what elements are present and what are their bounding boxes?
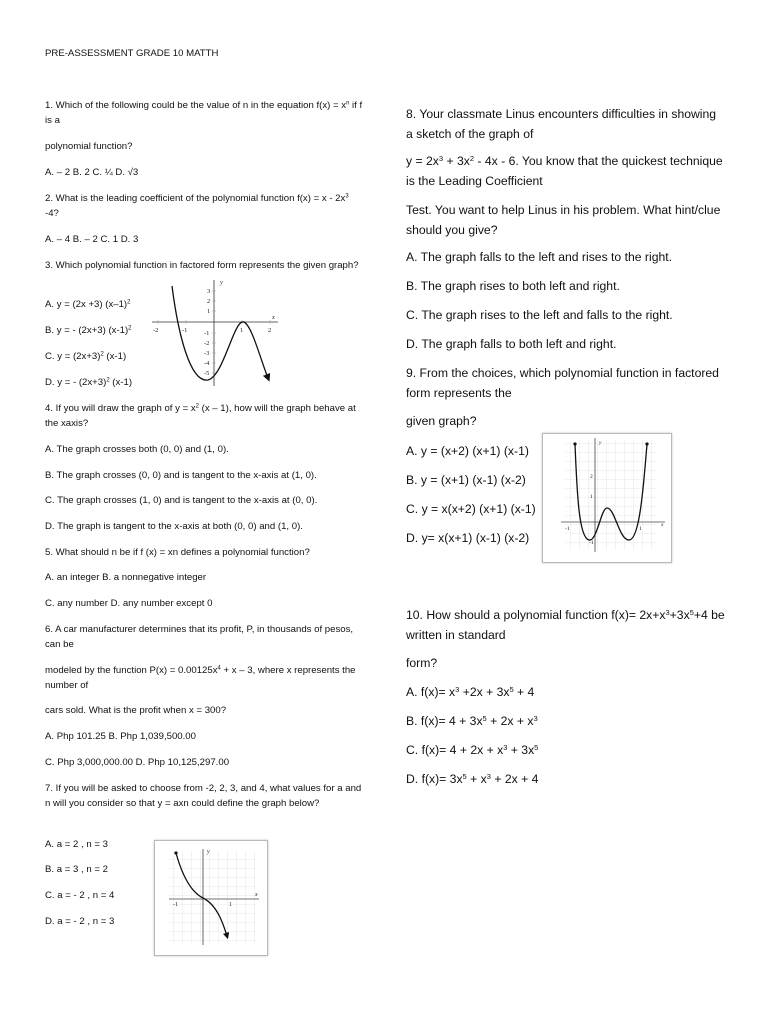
y-tick: -3 xyxy=(204,350,210,357)
q7-graph xyxy=(155,841,267,955)
y-tick: 1 xyxy=(590,494,593,500)
x-tick: -1 xyxy=(182,327,188,334)
q5-stem: 5. What should n be if f (x) = xn defines a polynomial function? xyxy=(45,547,310,558)
q10-choice-d: D. $f(x)= 3x^5 + x^3 + 2x + 4$ xyxy=(406,771,539,786)
q9-graph xyxy=(543,434,671,562)
q7-graph-frame xyxy=(154,840,268,956)
x-tick: 2 xyxy=(268,327,272,334)
q1-choices: A. – 2 B. 2 C. ¼ D. √3 xyxy=(45,167,139,178)
q7-choice-c: C. a = - 2 , n = 4 xyxy=(45,890,115,901)
q1-stem-cont: polynomial function? xyxy=(45,141,133,152)
q8-choice-a: A. The graph falls to the left and rises to the right. xyxy=(406,250,673,264)
q6-stem-1: 6. A car manufacturer determines that its profit, P, in thousands of pesos, can be xyxy=(45,624,354,650)
q3-choice-b: B. y = - (2x+3) $(x-1)^2$ xyxy=(45,325,132,336)
y-tick: 1 xyxy=(207,308,211,315)
y-tick: -2 xyxy=(204,340,210,347)
y-axis-label: y xyxy=(207,849,210,855)
y-axis-label: y xyxy=(599,440,602,446)
x-tick: 1 xyxy=(639,526,642,532)
q4-choice-d: D. The graph is tangent to the x-axis at both (0, 0) and (1, 0). xyxy=(45,521,303,532)
q3-choice-c: C. $y = (2x+3)^2$ (x-1) xyxy=(45,351,127,362)
x-tick: 1 xyxy=(240,327,244,334)
q8-choice-c: C. The graph rises to the left and falls to the right. xyxy=(406,308,673,322)
q6-choices-ab: A. Php 101.25 B. Php 1,039,500.00 xyxy=(45,731,196,742)
q4-choice-a: A. The graph crosses both (0, 0) and (1, 0). xyxy=(45,444,229,455)
q8-stem-2: $y = 2x^3 + 3x^2 - 4x - 6$. You know that the quickest technique is the Leading Coefficient xyxy=(406,153,723,188)
q8-choice-b: B. The graph rises to both left and right. xyxy=(406,279,620,293)
q7-choice-a: A. a = 2 , n = 3 xyxy=(45,839,108,850)
q10-stem-1: 10. How should a polynomial function $f(x)= 2x+x^3+3x^5+4$ be written in standard xyxy=(406,607,725,642)
q6-choices-cd: C. Php 3,000,000.00 D. Php 10,125,297.00 xyxy=(45,757,230,768)
x-tick: -2 xyxy=(153,327,159,334)
x-tick: 1 xyxy=(229,902,232,908)
q9-choice-c: C. y = x(x+2) (x+1) (x-1) xyxy=(406,502,536,516)
q3-stem: 3. Which polynomial function in factored form represents the given graph? xyxy=(45,260,359,271)
y-tick: -5 xyxy=(204,370,210,377)
q6-stem-2: modeled by the function $P(x) = 0.00125x^4 + x - 3$, where x represents the number of xyxy=(45,665,356,691)
x-axis-label: x xyxy=(272,314,275,321)
q10-stem-2: form? xyxy=(406,656,438,670)
y-tick: 2 xyxy=(207,298,211,305)
q2-choices: A. – 4 B. – 2 C. 1 D. 3 xyxy=(45,234,139,245)
q9-stem-2: given graph? xyxy=(406,414,477,428)
q10-choice-b: B. $f(x)= 4 + 3x^5 + 2x + x^3$ xyxy=(406,713,538,728)
x-tick: -1 xyxy=(173,902,178,908)
x-axis-label: x xyxy=(661,522,664,528)
q3-choice-d: D. y = - $(2x+3)^2$ (x-1) xyxy=(45,377,133,388)
y-tick: -1 xyxy=(589,540,594,546)
q10-choice-c: C. $f(x)= 4 + 2x + x^3 + 3x^5$ xyxy=(406,742,539,757)
q5-choices-cd: C. any number D. any number except 0 xyxy=(45,598,213,609)
q7-choice-b: B. a = 3 , n = 2 xyxy=(45,864,108,875)
x-tick: -1 xyxy=(565,526,570,532)
q2-stem: 2. What is the leading coefficient of the polynomial function $f(x) = x - 2x^3$ -4? xyxy=(45,193,349,219)
q9-choice-a: A. y = (x+2) (x+1) (x-1) xyxy=(406,444,529,458)
q3-graph xyxy=(150,278,285,388)
y-axis-label: y xyxy=(220,279,223,286)
q4-choice-b: B. The graph crosses (0, 0) and is tangent to the x-axis at (1, 0). xyxy=(45,470,317,481)
y-tick: -4 xyxy=(204,360,210,367)
q7-choice-d: D. a = - 2 , n = 3 xyxy=(45,916,115,927)
q9-choice-d: D. y= x(x+1) (x-1) (x-2) xyxy=(406,531,530,545)
q8-stem-1: 8. Your classmate Linus encounters difficulties in showing a sketch of the graph of xyxy=(406,107,717,141)
y-tick: -1 xyxy=(204,330,210,337)
page-title: PRE-ASSESSMENT GRADE 10 MATTH xyxy=(45,48,219,59)
y-tick: 3 xyxy=(207,288,211,295)
y-tick: 2 xyxy=(590,474,593,480)
q7-stem: 7. If you will be asked to choose from -2, 2, 3, and 4, what values for a and n will you consider so that y = axn could define the graph below? xyxy=(45,783,362,809)
q8-stem-3: Test. You want to help Linus in his problem. What hint/clue should you give? xyxy=(406,203,721,237)
q9-graph-frame xyxy=(542,433,672,563)
q5-choices-ab: A. an integer B. a nonnegative integer xyxy=(45,572,207,583)
q4-choice-c: C. The graph crosses (1, 0) and is tangent to the x-axis at (0, 0). xyxy=(45,495,318,506)
q8-choice-d: D. The graph falls to both left and right. xyxy=(406,337,617,351)
x-axis-label: x xyxy=(255,892,258,898)
q10-choice-a: A. $f(x)= x^3 +2x + 3x^5 + 4$ xyxy=(406,684,535,699)
q6-stem-3: cars sold. What is the profit when x = 300? xyxy=(45,705,227,716)
q4-stem: 4. If you will draw the graph of $y = x^2$ (x – 1), how will the graph behave at the xaxis? xyxy=(45,403,356,429)
q1-stem: 1. Which of the following could be the value of n in the equation $f(x) = x^n$ if f is a xyxy=(45,100,363,126)
q9-stem-1: 9. From the choices, which polynomial function in factored form represents the xyxy=(406,366,719,400)
q3-choice-a: A. y = (2x +3) $(x-1)^2$ xyxy=(45,299,131,310)
q9-choice-b: B. y = (x+1) (x-1) (x-2) xyxy=(406,473,526,487)
